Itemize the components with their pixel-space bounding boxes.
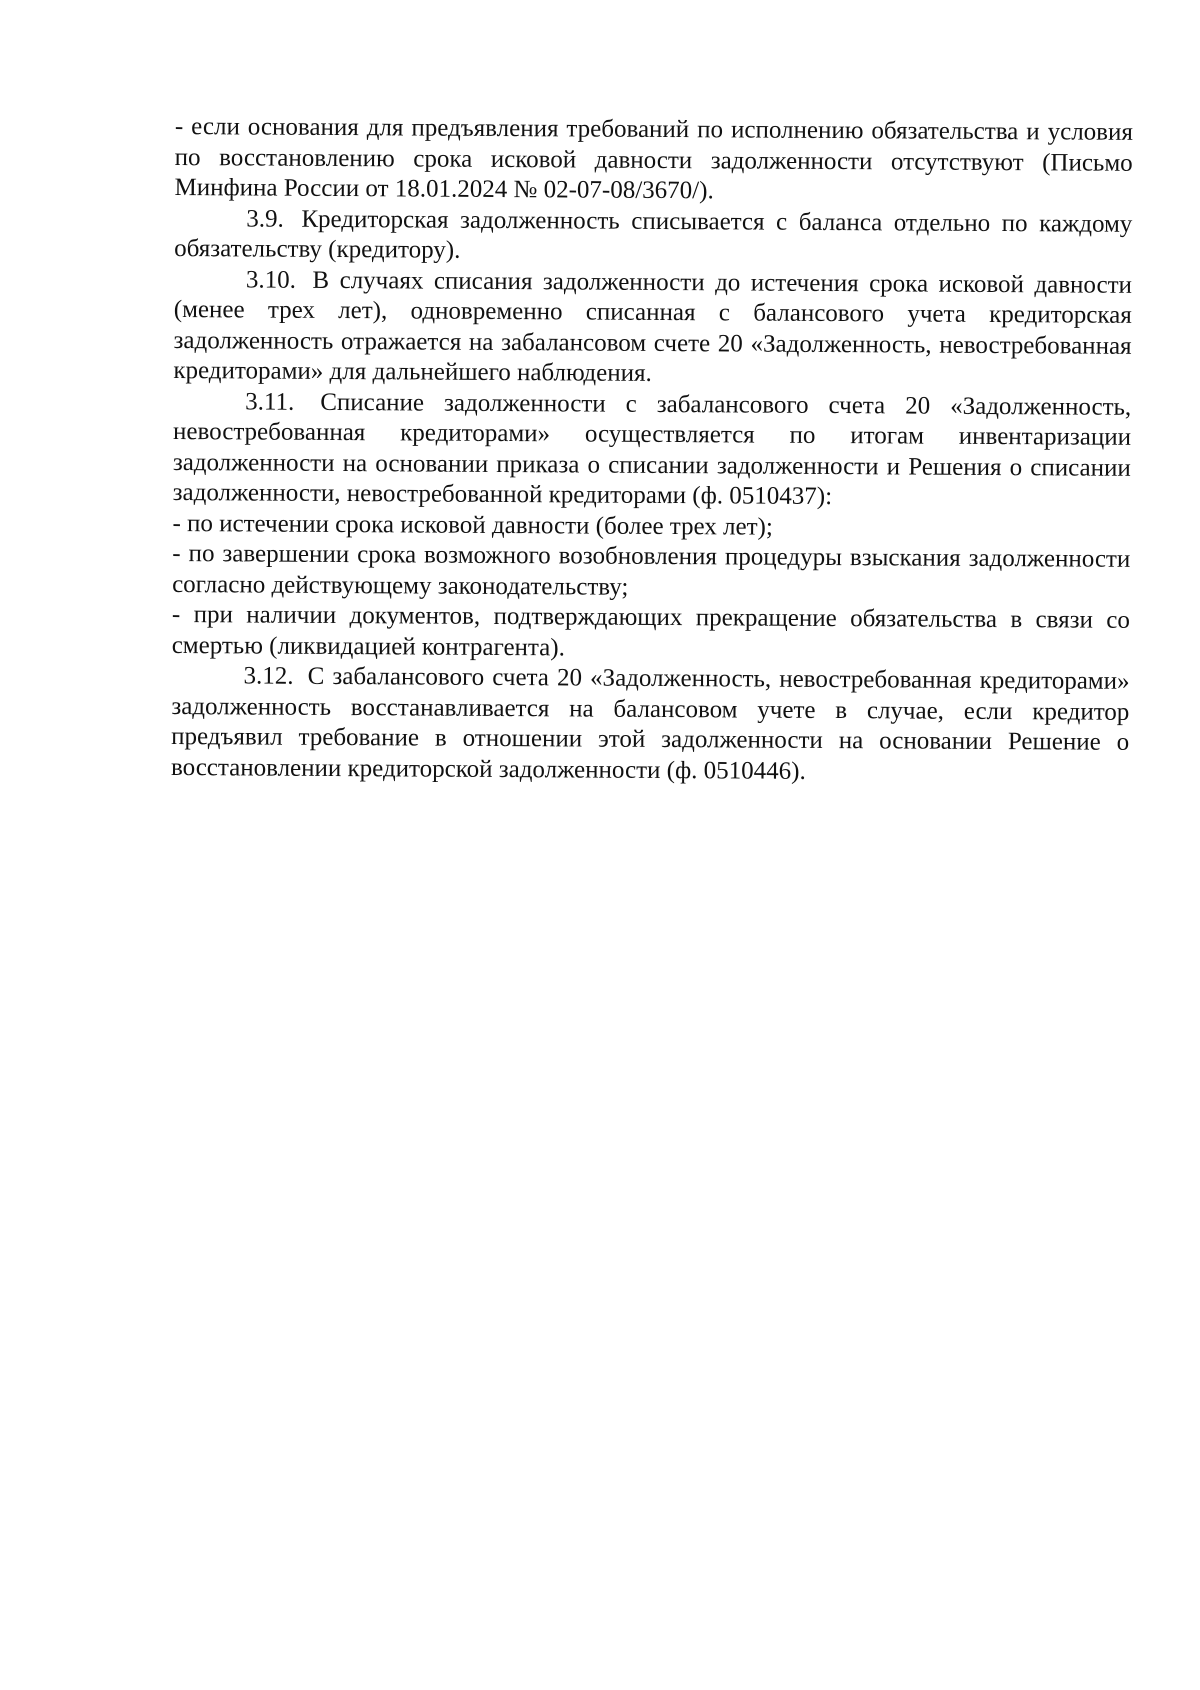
paragraph-3-11 <box>173 386 1132 514</box>
paragraph-number: 3.9. <box>246 204 284 233</box>
paragraph-number: 3.10. <box>245 265 297 294</box>
paragraph-text: В случаях списания задолженности до истечения срока исковой давности (менее трех лет), одновременно списанная с балансового учета кредиторская задолженность отражается на забалансовом счете 20 «Задолженность, невостребованная кредиторами» для дальнейшего наблюдения. <box>173 266 1133 387</box>
paragraph-bullet-condition <box>174 112 1133 209</box>
paragraph-text: - по истечении срока исковой давности (более трех лет); <box>172 509 773 541</box>
paragraph-3-9 <box>174 203 1132 270</box>
paragraph-number: 3.11. <box>245 387 295 416</box>
paragraph-text: - при наличии документов, подтверждающих прекращение обязательства в связи со смертью (ликвидацией контрагента). <box>171 600 1130 661</box>
paragraph-text: Кредиторская задолженность списывается с баланса отдельно по каждому обязательству (кредитору). <box>174 205 1133 264</box>
paragraph-bullet-documents <box>172 600 1130 667</box>
paragraph-3-10 <box>173 264 1132 392</box>
paragraph-bullet-recovery <box>172 539 1130 606</box>
paragraph-text: С забалансового счета 20 «Задолженность, невостребованная кредиторами» задолженность восстанавливается на балансовом учете в случае, если кредитор предъявил требование в отношении этой задолженности на основании Решение о восстановлении кредиторской задолженности (ф. 0510446). <box>170 662 1130 785</box>
paragraph-number: 3.12. <box>243 662 294 690</box>
paragraph-text: - по завершении срока возможного возобновления процедуры взыскания задолженности согласно действующему законодательству; <box>172 539 1131 601</box>
paragraph-3-12 <box>171 661 1130 789</box>
paragraph-text: Списание задолженности с забалансового счета 20 «Задолженность, невостребованная кредиторами» осуществляется по итогам инвентаризации задолженности на основании приказа о списании задолженности и Решения о списании задолженности, невостребованной кредиторами (ф. 0510437): <box>172 388 1132 511</box>
paragraph-text: - если основания для предъявления требований по исполнению обязательства и условия по восстановлению срока исковой давности задолженности отсутствуют (Письмо Минфина России от 18.01.2024 № 02-07-08/3670/). <box>174 112 1133 205</box>
document-body <box>171 112 1133 789</box>
